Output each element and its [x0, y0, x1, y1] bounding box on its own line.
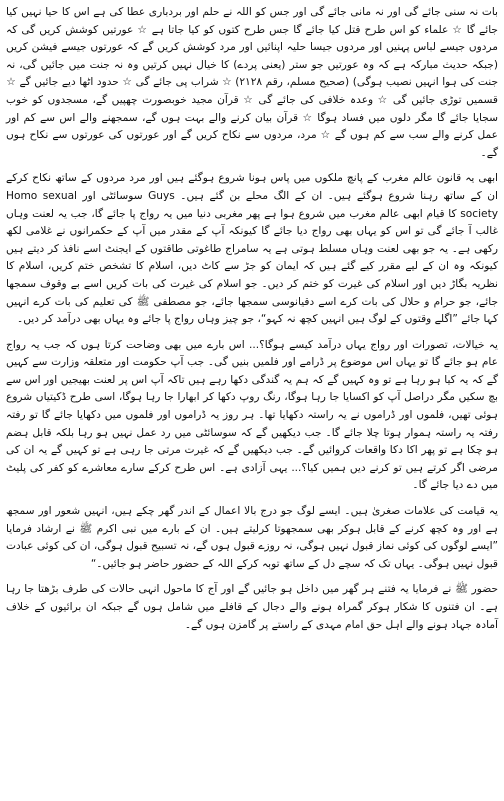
paragraph-minor-signs: یہ قیامت کی علامات صغریٰ ہیں۔ ایسے لوگ جو درج بالا اعمال کے اندر گھر چکے ہیں، انہیں شعور اور سمجھ ہے اور وہ کچھ کرنے کے قابل ہوکر بھی سمجھوتا کرلیتے ہیں۔ ان کے بارے میں نبی اکرم ﷺ نے ارشاد فرمایا ”ایسے لوگوں کی کوئی نماز قبول نہیں ہوگی، نہ روزے قبول ہوں گے، نہ تسبیح قبول ہوگی، ان کی کوئی عبادت قبول نہیں ہوگی۔ یہاں تک کہ سچے دل کے ساتھ توبہ کرکے اللہ کے حضور حاضر ہو جائیں۔“	[6, 505, 498, 570]
paragraph-signs-list: بات نہ سنی جائے گی اور نہ مانی جائے گی اور جس کو اللہ نے حلم اور بردباری عطا کی ہے اس کا حیا نہیں کیا جائے گا ☆ علماء کو اس طرح قتل کیا جائے گا جس طرح کتوں کو کیا جاتا ہے ☆ عورتیں کوشش کریں گی کہ مردوں جیسے لباس پہنیں اور مردوں جیسا حلیہ اپنائیں اور مرد کوشش کریں گے کہ عورتوں جیسے فیشن کریں (جبکہ حدیث مبارکہ ہے کہ وہ عورتیں جو ستر (یعنی پردے) کا خیال نہیں کرتیں وہ نہ جنت میں جائیں گی، نہ جنت کی ہوا انہیں نصیب ہوگی) (صحیح مسلم، رقم ۲۱۲۸) ☆ شراب پی جائے گی ☆ حدود اٹھا دیے جائیں گے ☆ قسمیں توڑی جائیں گی ☆ وعدہ خلافی کی جائے گی ☆ قرآن مجید خوبصورت چھپیں گے، مسجدوں کو خوب سجایا جائے گا مگر دلوں میں فساد ہوگا ☆ قرآن بیان کرنے والے بہت ہوں گے، سمجھنے والے اس سے کم اور عمل کرنے والے سب سے کم ہوں گے ☆ مرد، مردوں سے نکاح کریں گے اور عورتوں کی عورتوں سے نکاح ہوں گے۔	[6, 6, 498, 159]
paragraph-conclusion: حضور ﷺ نے فرمایا یہ فتنے ہر گھر میں داخل ہو جائیں گے اور آج کا ماحول انہی حالات کی طرف بڑھتا جا رہا ہے۔ ان فتنوں کا شکار ہوکر گمراہ ہونے والے دجال کے قافلے میں شامل ہوں گے جبکہ ان برائیوں کے خلاف آمادہ جہاد ہونے والے اہل حق امام مہدی کے راستے پر گامزن ہوں گے۔	[6, 583, 498, 631]
paragraph-media-influence: یہ خیالات، تصورات اور رواج یہاں درآمد کیسے ہوگا؟... اس بارے میں بھی وضاحت کرتا ہوں کہ جب یہ رواج عام ہو جائے گا تو یہاں اس موضوع پر ڈرامے اور فلمیں بنیں گی۔ جب آپ حکومت اور متعلقہ وزارت سے کہیں گے کہ یہ کیا ہو رہا ہے تو وہ کہیں گے کہ ہم یہ گندگی دکھا رہے ہیں تاکہ آپ اس پر لعنت بھیجیں اور اس سے بچ سکیں مگر دراصل آپ کو اکسایا جا رہا ہوگا، رنگ روپ دکھا کر ابھارا جا رہا ہوگا، اسی طرح ڈکیتیاں شروع ہوئی تھیں، فلموں اور ڈراموں نے یہ راستہ دکھایا تھا۔ ہر روز یہ ڈراموں اور فلموں میں دکھایا جائے گا تو رفتہ رفتہ یہ راستہ ہموار ہوتا چلا جائے گا۔ جب دیکھیں گے کہ سوسائٹی میں رد عمل نہیں ہو رہا بلکہ قابل ہضم ہو چکا ہے تو پھر اکا دکا واقعات کروائیں گے۔ جب دیکھیں گے کہ غیرت مرتی جا رہی ہے تو کہیں گے یہ ان کی مرضی اگر کرتے ہیں تو کرنے دیں ہمیں کیا؟... یہی آزادی ہے۔ اس طرح کرکے سارے معاشرے کو کفر کی پلیٹ میں دے دیا جائے گا۔	[6, 338, 498, 492]
paragraph-western-law: ابھی یہ قانون عالم مغرب کے پانچ ملکوں میں پاس ہونا شروع ہوگئے ہیں اور مرد مردوں کے ساتھ نکاح کرکے ان کے ساتھ رہنا شروع ہوگئے ہیں۔ ان کے الگ محلے بن گئے ہیں۔ Guys سوسائٹی اور Homo sexual society کا قیام ابھی عالم مغرب میں شروع ہوا ہے پھر مغربی دنیا میں یہ رواج پا جائے گا، جب یہ لعنت وہاں غالب آ جائے گی تو اس کو یہاں بھی رواج دیا جائے گا کیونکہ آپ کے مقدر میں آپ کے حکمرانوں نے غلامی لکھ رکھی ہے۔ یہ جو بھی لعنت وہاں مسلط ہوتی ہے یہ سامراج طاغوتی طاقتوں کے ایجنٹ اسے نافذ کر دیتے ہیں کیونکہ وہ ان کے لیے مقرر کیے گئے ہیں کہ ایمان کو جڑ سے کاٹ دیں، اسلام کا تشخص ختم کریں، اسلام کا نظریہ بگاڑ دیں اور اسلام کی غیرت کو ختم کر دیں۔ جو اسلام کی غیرت کی بات کریں اسے بے وقوف سمجھا جائے، جو حرام و حلال کی بات کرے اسے دقیانوسی سمجھا جائے، جو مصطفی ﷺ کی تعلیم کی بات کرے انہیں کہا جائے ”اگلے وقتوں کے لوگ ہیں انہیں کچھ نہ کہو“، جو چیز وہاں رواج پا جائے وہ یہاں بھی درآمد کر دیں۔	[6, 172, 498, 326]
